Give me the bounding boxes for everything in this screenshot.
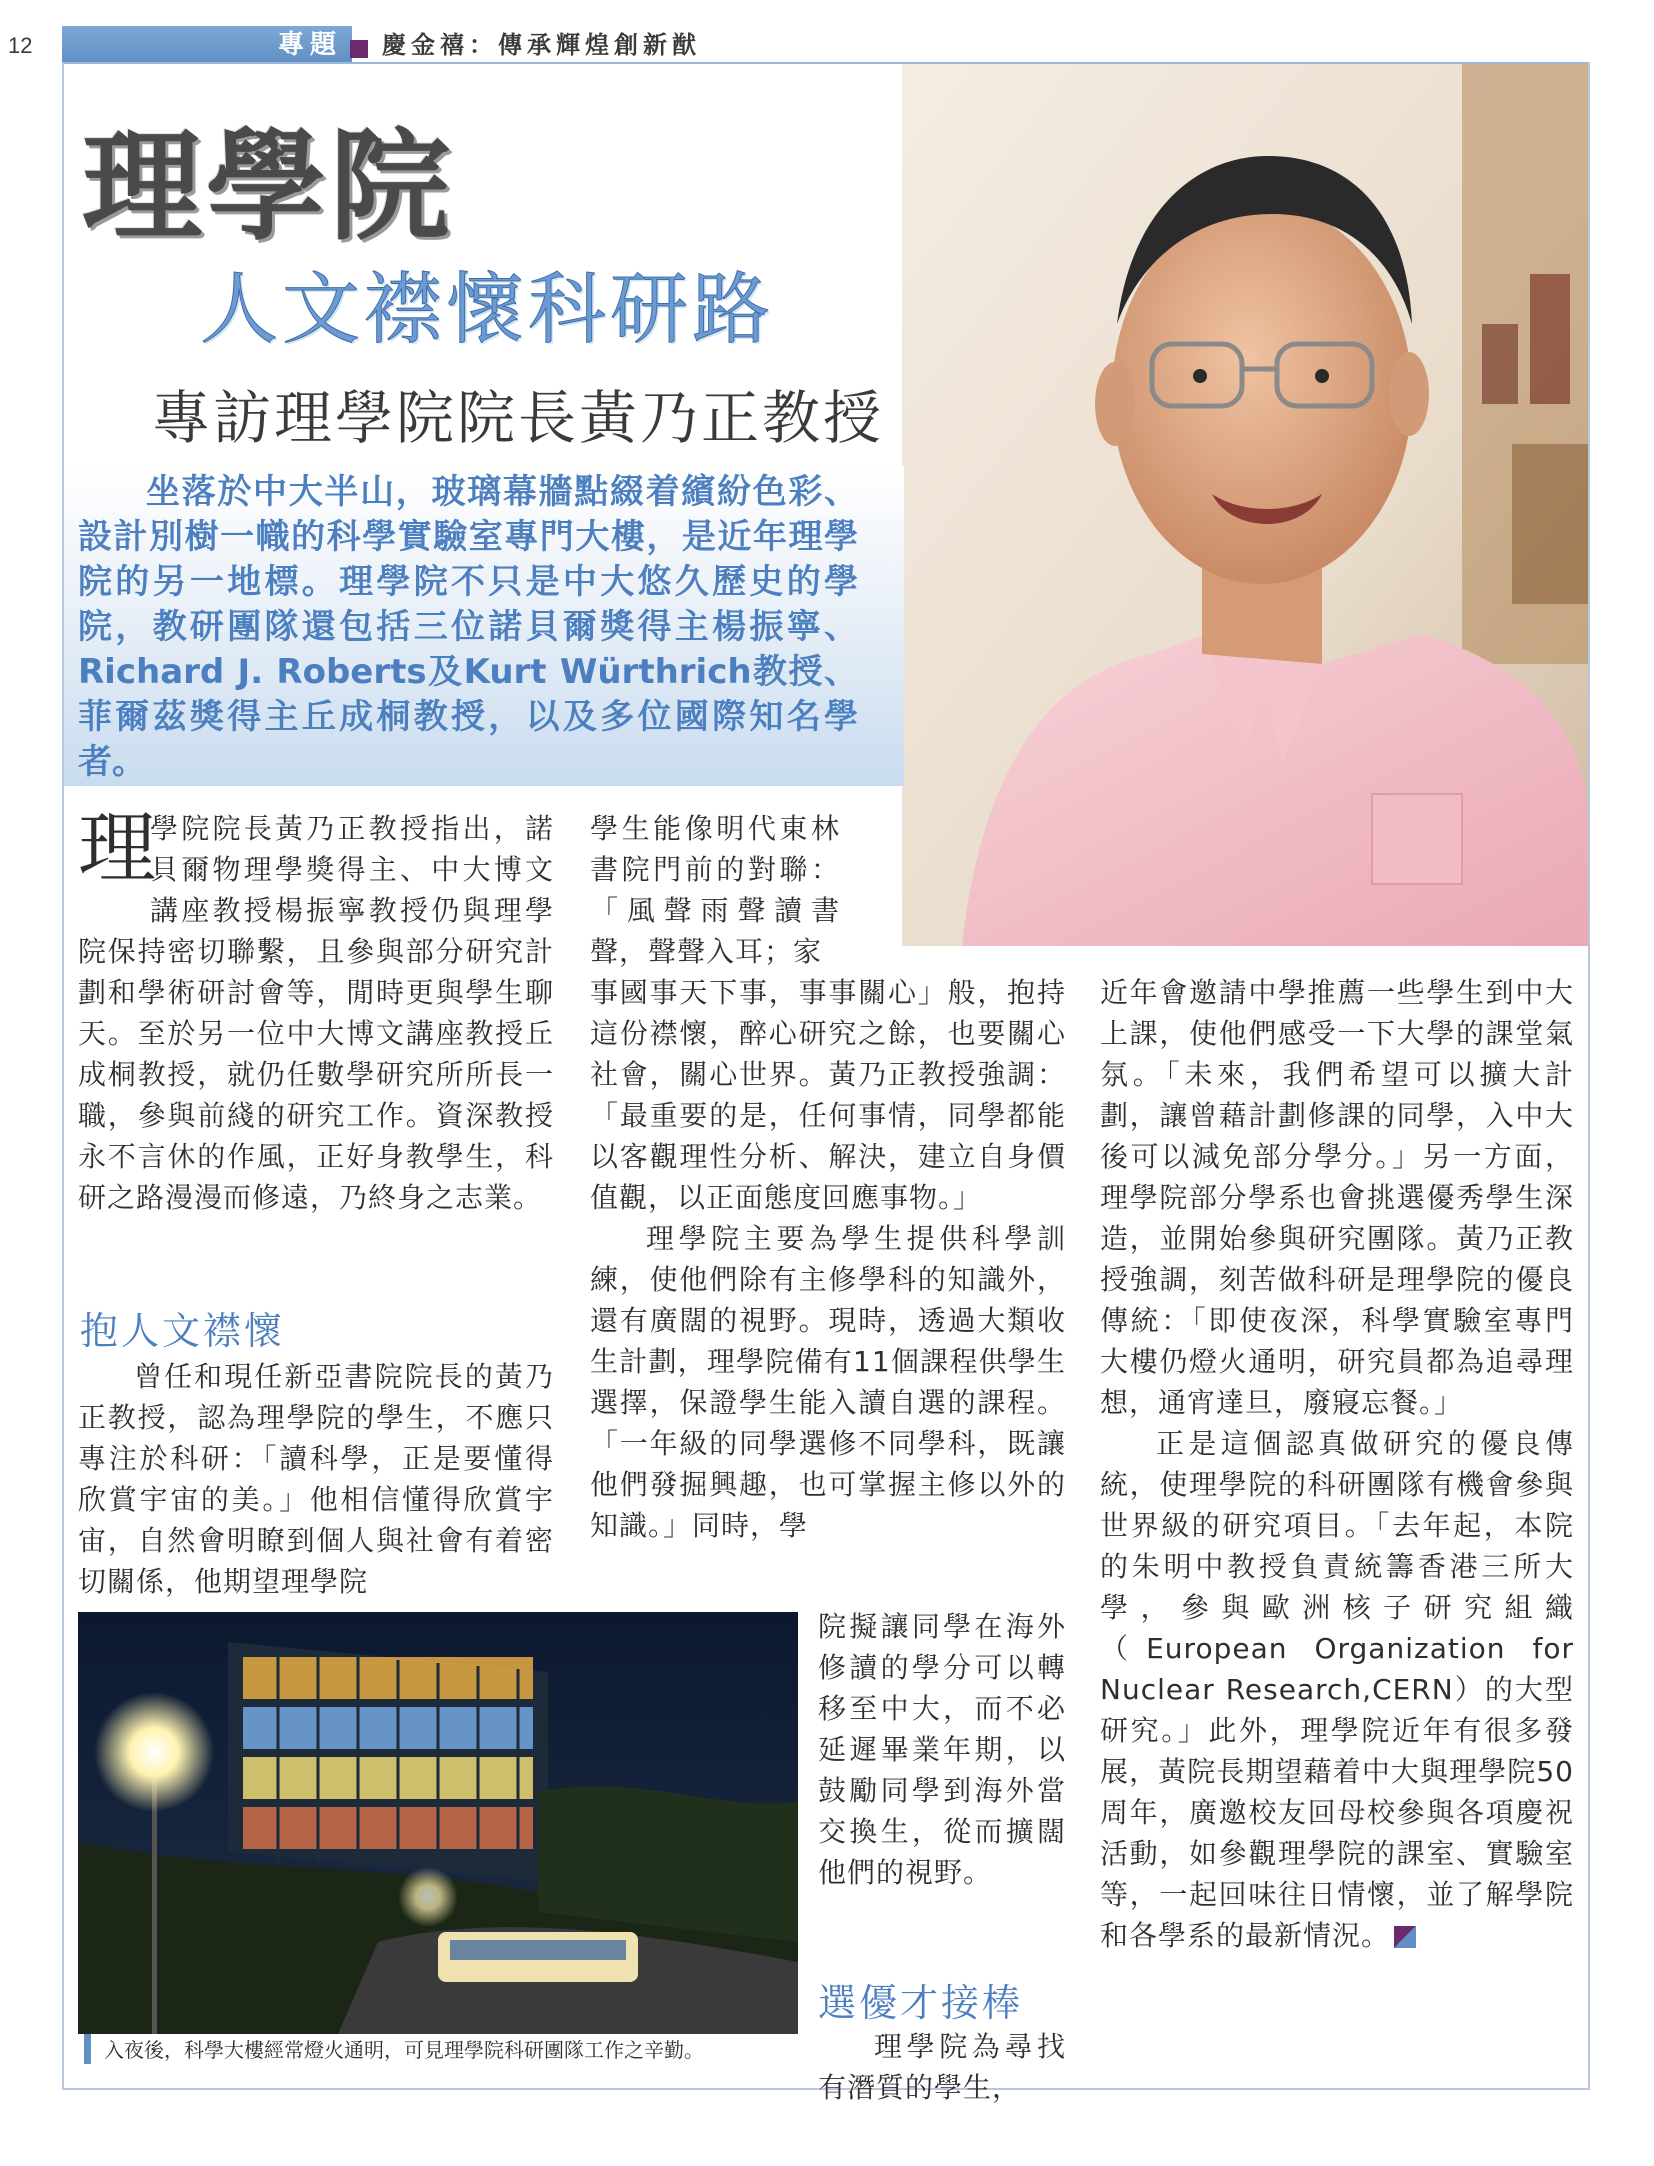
night-building-illustration xyxy=(78,1612,798,2034)
column-3-paragraph-2 xyxy=(1100,1423,1574,1956)
running-title: 慶金禧：傳承輝煌創新猷 xyxy=(382,31,701,59)
portrait-illustration xyxy=(902,64,1588,946)
page-frame-right xyxy=(1588,62,1590,2090)
column-3-paragraph-1: 近年會邀請中學推薦一些學生到中大上課，使他們感受一下大學的課堂氣氛。「未來，我們希望可以擴大計劃，讓曾藉計劃修課的同學，入中大後可以減免部分學分。」另一方面，理學院部分學系也會挑選優秀學生深造，並開始參與研究團隊。黃乃正教授強調，刻苦做科研是理學院的優良傳統：「即使夜深，科學實驗室專門大樓仍燈火通明，研究員都為追尋理想，通宵達旦，廢寢忘餐。」 xyxy=(1100,976,1574,1419)
page-number: 12 xyxy=(8,33,33,58)
column-1-section-paragraph: 曾任和現任新亞書院院長的黃乃正教授，認為理學院的學生，不應只專注於科研：「讀科學，正是要懂得欣賞宇宙的美。」他相信懂得欣賞宇宙，自然會明瞭到個人與社會有着密切關係，他期望理學院 xyxy=(78,1360,554,1598)
column-2-top-paragraph: 學生能像明代東林書院門前的對聯：「風聲雨聲讀書聲，聲聲入耳；家 xyxy=(590,812,840,968)
lead-paragraph: 坐落於中大半山，玻璃幕牆點綴着繽紛色彩、設計別樹一幟的科學實驗室專門大樓，是近年理學院的另一地標。理學院不只是中大悠久歷史的學院，教研團隊還包括三位諾貝爾獎得主楊振寧、Richard J. Roberts及Kurt Würthrich教授、菲爾茲獎得主丘成桐教授，以及多位國際知名學者。 xyxy=(78,472,858,782)
interview-title: 專訪理學院院長黃乃正教授 xyxy=(152,384,885,452)
section-heading-2: 選優才接棒 xyxy=(818,1981,1024,2025)
column-3-paragraph-2-text: 正是這個認真做研究的優良傳統，使理學院的科研團隊有機會參與世界級的研究項目。「去年起，本院的朱明中教授負責統籌香港三所大學，參與歐洲核子研究組織（European Organization for Nuclear Research,CERN）的大型研究。」此外，理學院近年有很多發展，黃院長期望藉着中大與理學院50周年，廣邀校友回母校參與各項慶祝活動，如參觀理學院的課室、實驗室等，一起回味往日情懷，並了解學院和各學系的最新情況。 xyxy=(1100,1427,1574,1952)
intro-paragraph: 學院院長黃乃正教授指出，諾貝爾物理學獎得主、中大博文講座教授楊振寧教授仍與理學院保持密切聯繫，且參與部分研究計劃和學術研討會等，閒時更與學生聊天。至於另一位中大博文講座教授丘成桐教授，就仍任數學研究所所長一職，參與前綫的研究工作。資深教授永不言休的作風，正好身教學生，科研之路漫漫而修遠，乃終身之志業。 xyxy=(78,812,554,1214)
section-heading-1: 抱人文襟懷 xyxy=(80,1309,286,1353)
column-2-narrow-paragraph: 院擬讓同學在海外修讀的學分可以轉移至中大，而不必延遲畢業年期，以鼓勵同學到海外當交換生，從而擴闊他們的視野。 xyxy=(818,1610,1066,1889)
portrait-photo xyxy=(902,64,1588,946)
page-frame-left xyxy=(62,62,64,2090)
section-marker-square xyxy=(350,40,368,58)
column-3 xyxy=(1100,972,1574,1956)
main-title: 理學院 xyxy=(82,118,454,257)
sub-title: 人文襟懷科研路 xyxy=(200,265,775,355)
cuhk-logo-icon xyxy=(1394,1926,1416,1948)
caption-marker xyxy=(84,2034,91,2064)
column-2-paragraph-2: 理學院主要為學生提供科學訓練，使他們除有主修學科的知識外，還有廣闊的視野。現時，透過大類收生計劃，理學院備有11個課程供學生選擇，保證學生能入讀自選的課程。「一年級的同學選修不同學科，既讓他們發掘興趣，也可掌握主修以外的知識。」同時，學 xyxy=(590,1222,1066,1542)
section-label: 專題 xyxy=(277,30,342,60)
column-2-end-paragraph: 理學院為尋找有潛質的學生， xyxy=(818,2030,1066,2104)
column-1-intro xyxy=(78,804,554,1218)
drop-cap: 理 xyxy=(78,804,158,894)
photo-caption: 入夜後，科學大樓經常燈火通明，可見理學院科研團隊工作之辛勤。 xyxy=(104,2038,704,2062)
night-building-photo xyxy=(78,1612,798,2034)
column-2-paragraph-1: 事國事天下事，事事關心」般，抱持這份襟懷，醉心研究之餘，也要關心社會，關心世界。黃乃正教授強調：「最重要的是，任何事情，同學都能以客觀理性分析、解決，建立自身價值觀，以正面態度回應事物。」 xyxy=(590,976,1066,1214)
column-2-main xyxy=(590,972,1066,1546)
